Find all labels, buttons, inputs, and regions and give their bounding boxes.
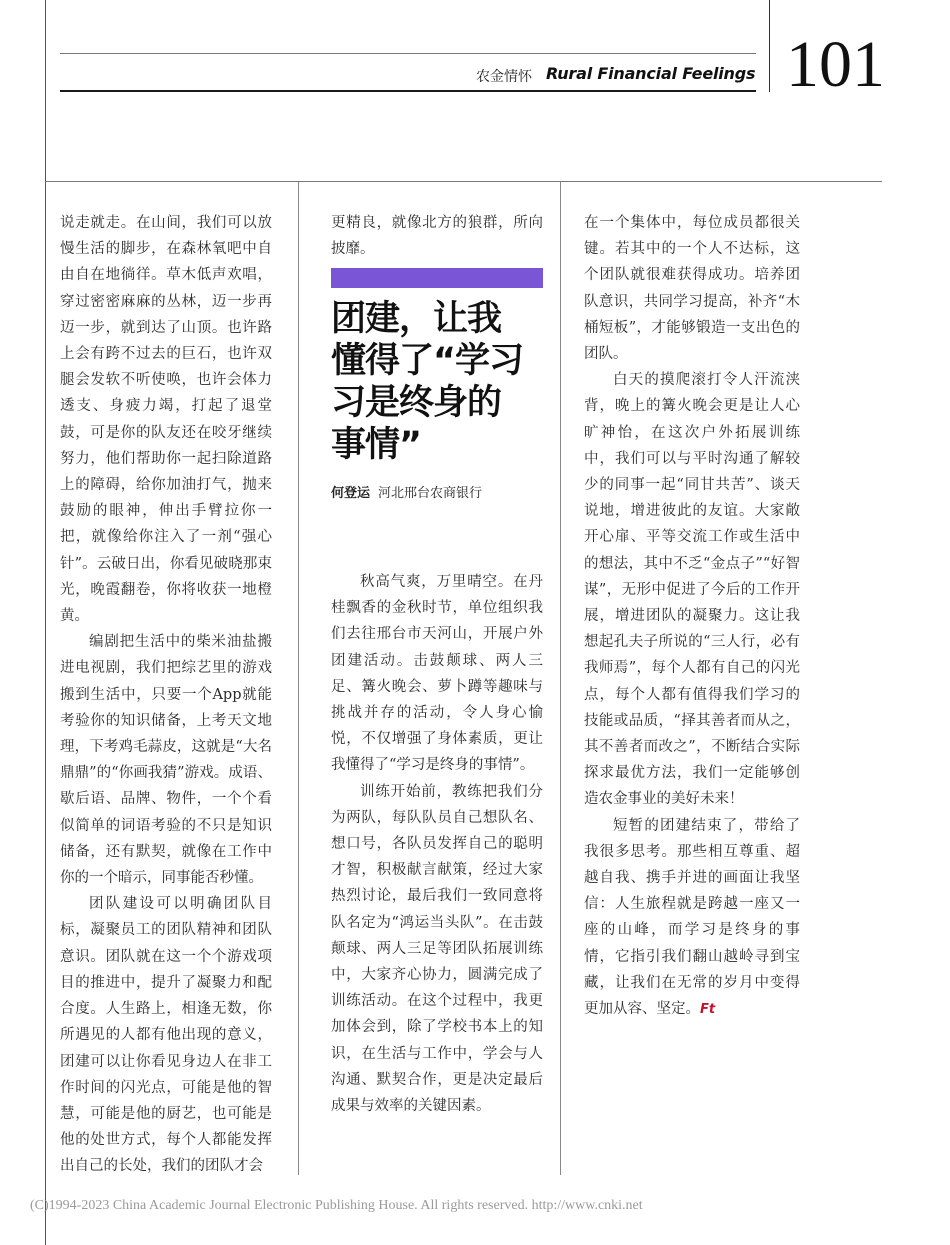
paragraph: 训练开始前，教练把我们分为两队，每队队员自己想队名、想口号，各队员发挥自己的聪明才智，积极献言献策，经过大家热烈讨论，最后我们一致同意将队名定为“鸿运当头队”。在击鼓颠球、两人三足等团队拓展训练中，大家齐心协力，圆满完成了训练活动。在这个过程中，我更加体会到，除了学校书本上的知识，在生活与工作中，学会与人沟通、默契合作，更是决定最后成果与效率的关键因素。 bbox=[331, 783, 543, 1115]
content-top-rule bbox=[45, 181, 882, 182]
title-line: 团建，让我 bbox=[331, 299, 502, 339]
column-divider-2 bbox=[560, 182, 561, 1175]
column-left bbox=[60, 210, 272, 1180]
header-divider-vertical bbox=[769, 0, 770, 92]
paragraph: 白天的摸爬滚打令人汗流浃背，晚上的篝火晚会更是让人心旷神怡，在这次户外拓展训练中，我们可以与平时沟通了解较少的同事一起“同甘共苦”、谈天说地，增进彼此的友谊。大家敞开心扉、平等交流工作或生活中的想法，其中不乏“金点子”“好智谋”，无形中促进了今后的工作开展，增进团队的凝聚力。这让我想起孔夫子所说的“三人行，必有我师焉”，每个人都有自己的闪光点，每个人都有值得我们学习的技能或品质，“择其善者而从之，其不善者而改之”，不断结合实际探求最优方法，我们一定能够创造农金事业的美好未来！ bbox=[584, 372, 800, 808]
paragraph: 在一个集体中，每位成员都很关键。若其中的一个人不达标，这个团队就很难获得成功。培养团队意识，共同学习提高，补齐“木桶短板”，才能够锻造一支出色的团队。 bbox=[584, 215, 800, 363]
title-line: 习是终身的 bbox=[331, 383, 502, 423]
section-title-en: Rural Financial Feelings bbox=[546, 64, 756, 83]
author-name: 何登运 bbox=[331, 486, 371, 501]
author-affiliation: 河北邢台农商银行 bbox=[378, 486, 483, 501]
paragraph: 团队建设可以明确团队目标，凝聚员工的团队精神和团队意识。团队就在这一个个游戏项目的推进中，提升了凝聚力和配合度。人生路上，相逢无数，你所遇见的人都有他出现的意义，团建可以让你看见身边人在非工作时间的闪光点，可能是他的智慧，可能是他的厨艺，也可能是他的处世方式，每个人都能发挥出自己的长处，我们的团队才会 bbox=[60, 896, 272, 1175]
paragraph: 编剧把生活中的柴米油盐搬进电视剧，我们把综艺里的游戏搬到生活中，只要一个App就能考验你的知识储备，上考天文地理，下考鸡毛蒜皮，这就是“大名鼎鼎”的“你画我猜”游戏。成语、歇后语、品牌、物件，一个个看似简单的词语考验的不只是知识储备，还有默契，就像在工作中你的一个暗示，同事能否秒懂。 bbox=[60, 634, 272, 887]
paragraph: 说走就走。在山间，我们可以放慢生活的脚步，在森林氧吧中自由自在地徜徉。草木低声欢唱，穿过密密麻麻的丛林，迈一步再迈一步，就到达了山顶。也许路上会有跨不过去的巨石，也许双腿会发软不听使唤，也许会体力透支、身疲力竭，打起了退堂鼓，可是你的队友还在咬牙继续努力，他们帮助你一起扫除道路上的障碍，给你加油打气，抛来鼓励的眼神，伸出手臂拉你一把，就像给你注入了一剂“强心针”。云破日出，你看见破晓那束光，晚霞翻卷，你将收获一地橙黄。 bbox=[60, 215, 272, 625]
column-right bbox=[584, 210, 800, 1023]
end-mark-logo: Ft bbox=[700, 1002, 716, 1018]
column-divider-1 bbox=[298, 182, 299, 1175]
title-line: 懂得了“学习 bbox=[331, 341, 524, 381]
byline bbox=[331, 482, 482, 501]
article-title bbox=[331, 298, 546, 466]
page-number: 101 bbox=[786, 28, 885, 101]
page-left-border bbox=[45, 0, 46, 1245]
copyright-footer: (C)1994-2023 China Academic Journal Electronic Publishing House. All rights reserved. http://www.cnki.net bbox=[30, 1198, 643, 1213]
title-line: 事情” bbox=[331, 425, 422, 465]
header-rule-bottom bbox=[60, 90, 756, 92]
section-title-cn: 农金情怀 bbox=[476, 69, 532, 85]
column-middle bbox=[331, 569, 543, 1119]
paragraph bbox=[584, 813, 800, 1024]
paragraph-text: 短暂的团建结束了，带给了我很多思考。那些相互尊重、超越自我、携手并进的画面让我坚信：人生旅程就是跨越一座又一座的山峰，而学习是终身的事情，它指引我们翻山越岭寻到宝藏，让我们在无常的岁月中变得更加从容、坚定。 bbox=[584, 817, 800, 1018]
header-rule-top bbox=[60, 53, 756, 54]
column-middle-continuation bbox=[331, 210, 543, 262]
paragraph: 更精良，就像北方的狼群，所向披靡。 bbox=[331, 215, 543, 258]
title-accent-bar bbox=[331, 268, 543, 288]
paragraph: 秋高气爽，万里晴空。在丹桂飘香的金秋时节，单位组织我们去往邢台市天河山，开展户外团建活动。击鼓颠球、两人三足、篝火晚会、萝卜蹲等趣味与挑战并存的活动，令人身心愉悦，不仅增强了身体素质，更让我懂得了“学习是终身的事情”。 bbox=[331, 574, 543, 774]
